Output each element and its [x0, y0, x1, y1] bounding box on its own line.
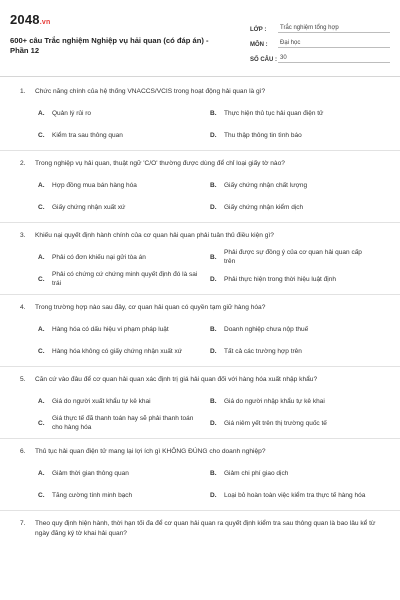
answer-option-d[interactable]: [210, 340, 376, 362]
option-text: Giảm thời gian thông quan: [52, 469, 129, 477]
option-letter: D.: [210, 203, 217, 211]
option-text: Phải thực hiện trong thời hiệu luật định: [224, 275, 336, 283]
option-text: Giấy chứng nhận chất lượng: [224, 181, 308, 189]
answer-option-d[interactable]: [210, 268, 376, 290]
question-body: Chức năng chính của hệ thống VNACCS/VCIS trong hoạt động hải quan là gì?: [35, 88, 266, 95]
option-text: Phải có đơn khiếu nại gửi tòa án: [52, 253, 146, 261]
meta-value: Đại học: [278, 40, 390, 48]
option-text: Tăng cường tính minh bạch: [52, 491, 133, 499]
answer-option-b[interactable]: [210, 174, 376, 196]
option-text: Kiểm tra sau thông quan: [52, 131, 123, 139]
option-text: Hàng hóa không có giấy chứng nhận xuất xứ: [52, 347, 183, 355]
option-letter: C.: [38, 203, 45, 211]
option-letter: A.: [38, 397, 45, 405]
option-letter: A.: [38, 109, 45, 117]
question-body: Theo quy định hiện hành, thời hạn tối đa để cơ quan hải quan ra quyết định kiểm tra sau thông quan là bao lâu kể từ ngày đăng ký tờ khai hải quan?: [35, 520, 376, 537]
option-text: Hợp đồng mua bán hàng hóa: [52, 181, 137, 189]
question-text: [10, 303, 390, 314]
question-1: [10, 87, 390, 151]
option-text: Loại bỏ hoàn toàn việc kiểm tra thực tế hàng hóa: [224, 491, 366, 499]
answer-option-b[interactable]: [210, 390, 376, 412]
option-letter: C.: [38, 275, 45, 283]
answer-options: [10, 174, 390, 218]
option-letter: C.: [38, 419, 45, 427]
option-text: Giá niêm yết trên thị trường quốc tế: [224, 419, 327, 427]
option-letter: B.: [210, 253, 217, 261]
logo-suffix: .vn: [39, 19, 51, 26]
meta-value: Trắc nghiệm tổng hợp: [278, 25, 390, 33]
answer-option-c[interactable]: [38, 124, 204, 146]
question-number: 1.: [20, 88, 26, 95]
option-letter: C.: [38, 131, 45, 139]
meta-key: LỚP :: [250, 27, 267, 33]
question-body: Khiếu nại quyết định hành chính của cơ quan hải quan phải tuân thủ điều kiện gì?: [35, 232, 274, 239]
option-text: Doanh nghiệp chưa nộp thuế: [224, 325, 309, 333]
question-5: [10, 375, 390, 439]
answer-option-d[interactable]: [210, 484, 376, 506]
meta-row-count: [250, 48, 390, 63]
question-divider: [0, 150, 400, 151]
meta-key: MÔN :: [250, 42, 268, 48]
answer-option-b[interactable]: [210, 246, 376, 268]
option-letter: B.: [210, 181, 217, 189]
option-text: Tất cả các trường hợp trên: [224, 347, 302, 355]
question-number: 2.: [20, 160, 26, 167]
answer-options: [10, 318, 390, 362]
question-divider: [0, 510, 400, 511]
question-divider: [0, 222, 400, 223]
meta-key: SỐ CÂU :: [250, 57, 277, 63]
answer-option-b[interactable]: [210, 318, 376, 340]
question-text: [10, 159, 390, 170]
question-text: [10, 519, 390, 539]
site-logo[interactable]: [10, 13, 228, 30]
option-letter: D.: [210, 491, 217, 499]
page-header: [10, 8, 390, 76]
answer-option-b[interactable]: [210, 102, 376, 124]
option-letter: D.: [210, 131, 217, 139]
option-letter: A.: [38, 325, 45, 333]
question-divider: [0, 294, 400, 295]
question-body: Thủ tục hải quan điện tử mang lại lợi ích gì KHÔNG ĐÚNG cho doanh nghiệp?: [35, 448, 266, 455]
answer-option-d[interactable]: [210, 412, 376, 434]
option-letter: D.: [210, 419, 217, 427]
meta-value: 30: [278, 55, 390, 63]
answer-option-d[interactable]: [210, 124, 376, 146]
question-2: [10, 159, 390, 223]
logo-text: 2048: [10, 12, 40, 27]
answer-option-c[interactable]: [38, 340, 204, 362]
question-7: [10, 519, 390, 539]
answer-options: [10, 246, 390, 290]
question-text: [10, 375, 390, 386]
question-body: Trong trường hợp nào sau đây, cơ quan hải quan có quyền tạm giữ hàng hóa?: [35, 304, 266, 311]
question-text: [10, 87, 390, 98]
option-text: Phải được sự đồng ý của cơ quan hải quan cấp trên: [224, 249, 362, 265]
page-title: 600+ câu Trắc nghiệm Nghiệp vụ hải quan (có đáp án) - Phần 12: [10, 36, 209, 55]
option-text: Thực hiện thủ tục hải quan điện tử: [224, 109, 324, 117]
question-text: [10, 231, 390, 242]
option-text: Giấy chứng nhận xuất xứ: [52, 203, 126, 211]
answer-options: [10, 102, 390, 146]
question-4: [10, 303, 390, 367]
option-text: Phải có chứng cứ chứng minh quyết định đó là sai trái: [52, 271, 198, 287]
answer-option-a[interactable]: [38, 246, 204, 268]
answer-option-d[interactable]: [210, 196, 376, 218]
option-letter: D.: [210, 275, 217, 283]
question-3: [10, 231, 390, 295]
question-number: 3.: [20, 232, 26, 239]
meta-row-subject: [250, 33, 390, 48]
option-text: Giá do người nhập khẩu tự kê khai: [224, 397, 325, 405]
question-number: 4.: [20, 304, 26, 311]
option-text: Giấy chứng nhận kiểm dịch: [224, 203, 304, 211]
option-letter: B.: [210, 325, 217, 333]
quiz-meta: [250, 8, 390, 63]
meta-row-class: [250, 18, 390, 33]
question-divider: [0, 366, 400, 367]
option-letter: B.: [210, 469, 217, 477]
option-text: Giảm chi phí giao dịch: [224, 469, 289, 477]
option-letter: D.: [210, 347, 217, 355]
option-letter: A.: [38, 469, 45, 477]
option-letter: A.: [38, 253, 45, 261]
question-divider: [0, 438, 400, 439]
option-letter: A.: [38, 181, 45, 189]
option-text: Thu thập thông tin tình báo: [224, 131, 302, 139]
answer-options: [10, 462, 390, 506]
option-letter: B.: [210, 397, 217, 405]
question-number: 6.: [20, 448, 26, 455]
answer-option-c[interactable]: [38, 196, 204, 218]
question-number: 5.: [20, 376, 26, 383]
option-letter: C.: [38, 491, 45, 499]
option-text: Hàng hóa có dấu hiệu vi phạm pháp luật: [52, 325, 169, 333]
option-text: Giá thực tế đã thanh toán hay sẽ phải thanh toán cho hàng hóa: [52, 415, 194, 431]
answer-option-c[interactable]: [38, 412, 204, 434]
answer-option-c[interactable]: [38, 268, 204, 290]
option-text: Giá do người xuất khẩu tự kê khai: [52, 397, 151, 405]
answer-option-c[interactable]: [38, 484, 204, 506]
answer-option-a[interactable]: [38, 174, 204, 196]
option-text: Quản lý rủi ro: [52, 109, 92, 117]
answer-option-a[interactable]: [38, 102, 204, 124]
header-left: [10, 8, 228, 56]
answer-option-a[interactable]: [38, 318, 204, 340]
question-number: 7.: [20, 520, 26, 527]
question-body: Căn cứ vào đâu để cơ quan hải quan xác định trị giá hải quan đối với hàng hóa xuất nhập khẩu?: [35, 376, 318, 383]
answer-options: [10, 390, 390, 434]
option-letter: B.: [210, 109, 217, 117]
question-text: [10, 447, 390, 458]
question-body: Trong nghiệp vụ hải quan, thuật ngữ 'C/O' thường được dùng để chỉ loại giấy tờ nào?: [35, 160, 285, 167]
question-6: [10, 447, 390, 511]
answer-option-a[interactable]: [38, 390, 204, 412]
answer-option-b[interactable]: [210, 462, 376, 484]
option-letter: C.: [38, 347, 45, 355]
answer-option-a[interactable]: [38, 462, 204, 484]
question-list: [10, 77, 390, 539]
